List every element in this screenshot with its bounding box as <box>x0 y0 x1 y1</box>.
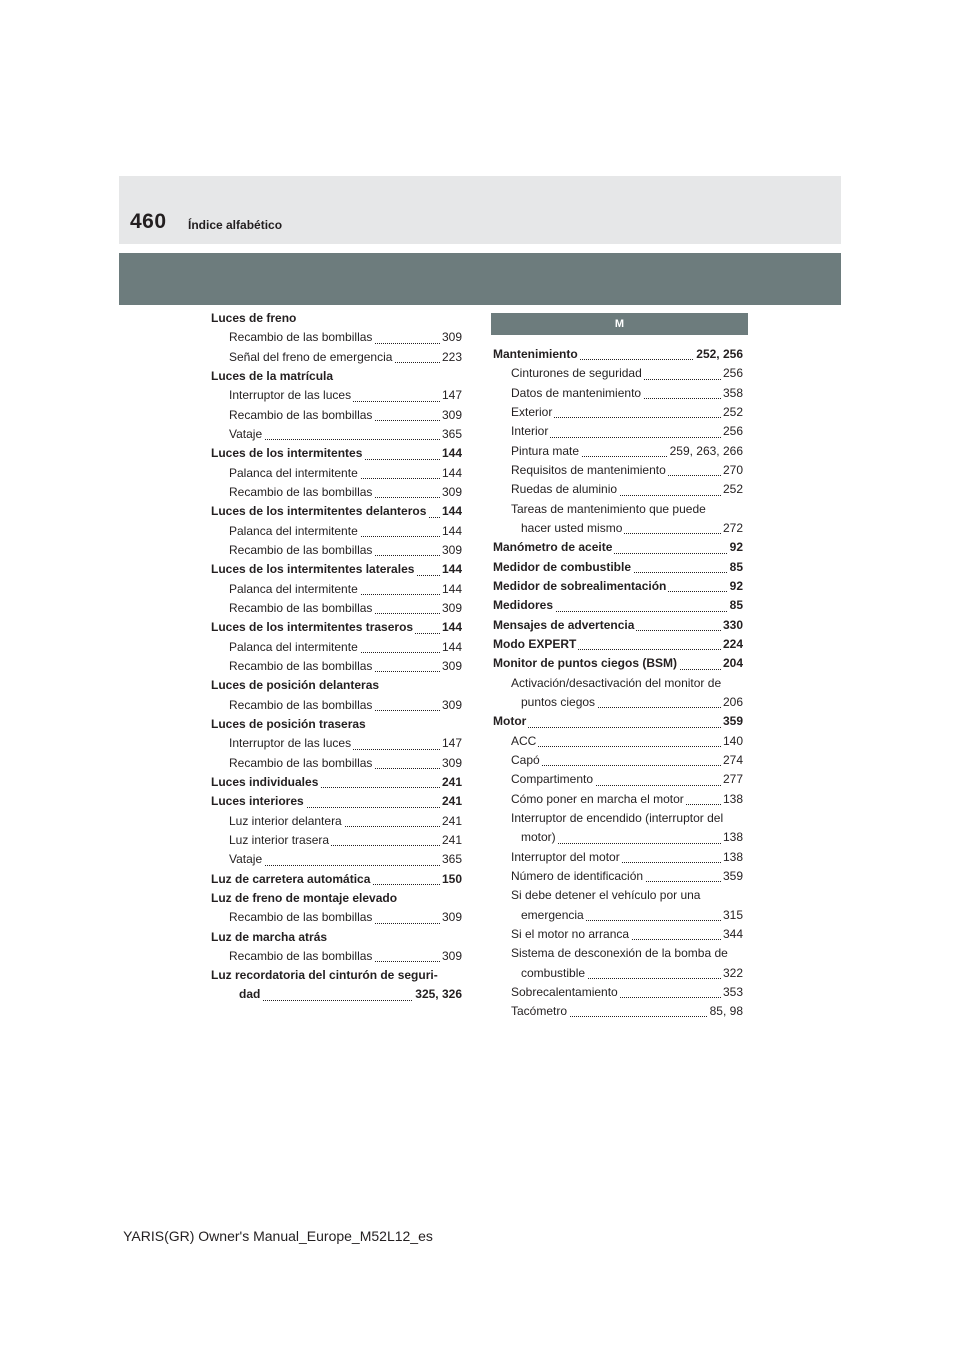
entry-term: Ruedas de aluminio <box>511 482 618 497</box>
entry-page-ref: 144 <box>440 502 462 521</box>
entry-term: Si el motor no arranca <box>511 926 630 941</box>
index-entry <box>211 676 462 695</box>
index-entry <box>211 560 462 579</box>
index-subentry <box>229 580 462 599</box>
entry-page-ref: 224 <box>721 635 743 654</box>
entry-term: Recambio de las bombillas <box>229 697 373 712</box>
entry-page-ref: 344 <box>721 925 743 944</box>
entry-page-ref: 223 <box>440 348 462 367</box>
index-entry <box>493 712 743 731</box>
entry-page-ref: 138 <box>721 790 743 809</box>
entry-page-ref: 252, 256 <box>694 345 743 364</box>
entry-page-ref: 309 <box>440 541 462 560</box>
entry-term: Monitor de puntos ciegos (BSM) <box>493 656 677 671</box>
entry-term: Luces interiores <box>211 794 304 809</box>
entry-term: puntos ciegos <box>521 694 596 709</box>
footer-text: YARIS(GR) Owner's Manual_Europe_M52L12_es <box>123 1228 433 1244</box>
index-entry <box>493 596 743 615</box>
entry-term: Requisitos de mantenimiento <box>511 462 666 477</box>
index-entry <box>211 444 462 463</box>
index-entry <box>239 985 462 1004</box>
index-entry <box>493 538 743 557</box>
entry-page-ref: 252 <box>721 403 743 422</box>
entry-term: Pintura mate <box>511 443 580 458</box>
entry-term: Mantenimiento <box>493 347 578 361</box>
entry-page-ref: 365 <box>440 850 462 869</box>
index-subentry <box>229 831 462 850</box>
entry-page-ref: 359 <box>721 867 743 886</box>
entry-term: Activación/desactivación del monitor de <box>511 675 722 690</box>
index-subentry <box>511 500 743 519</box>
index-subentry <box>511 983 743 1002</box>
entry-page-ref: 309 <box>440 328 462 347</box>
index-subentry <box>229 348 462 367</box>
entry-page-ref: 309 <box>440 696 462 715</box>
index-subentry <box>229 328 462 347</box>
entry-term: Interruptor de encendido (interruptor del <box>511 810 724 825</box>
index-entry <box>211 618 462 637</box>
entry-term: Modo EXPERT <box>493 636 577 651</box>
entry-page-ref: 241 <box>440 773 462 792</box>
entry-term: Recambio de las bombillas <box>229 542 373 557</box>
entry-term: Datos de mantenimiento <box>511 385 642 400</box>
entry-term: Tacómetro <box>511 1004 568 1019</box>
index-entry <box>493 558 743 577</box>
entry-page-ref: 144 <box>440 464 462 483</box>
index-entry <box>211 502 462 521</box>
index-subentry <box>229 812 462 831</box>
entry-term: Motor <box>493 714 527 729</box>
entry-term: Luz interior delantera <box>229 813 342 828</box>
index-subentry <box>229 522 462 541</box>
index-entry <box>211 966 462 985</box>
index-subentry <box>229 754 462 773</box>
entry-page-ref: 85 <box>728 596 743 615</box>
entry-term: Número de identificación <box>511 868 644 883</box>
entry-term: Luces de posición traseras <box>211 716 366 731</box>
index-subentry <box>511 461 743 480</box>
index-subentry <box>229 657 462 676</box>
index-subentry <box>511 403 743 422</box>
entry-page-ref: 359 <box>721 712 743 731</box>
entry-term: Luz interior trasera <box>229 832 330 847</box>
entry-page-ref: 353 <box>721 983 743 1002</box>
entry-term: Sistema de desconexión de la bomba de <box>511 946 728 961</box>
index-subentry <box>511 925 743 944</box>
index-subentry <box>521 693 743 712</box>
header-band <box>119 176 841 244</box>
header-bar <box>119 253 841 305</box>
entry-page-ref: 358 <box>721 384 743 403</box>
entry-page-ref: 241 <box>440 812 462 831</box>
entry-term: Luz de marcha atrás <box>211 929 328 944</box>
entry-term: Luces de la matrícula <box>211 368 334 383</box>
index-subentry <box>511 442 743 461</box>
entry-page-ref: 315 <box>721 906 743 925</box>
entry-page-ref: 309 <box>440 947 462 966</box>
entry-term: emergencia <box>521 907 584 922</box>
entry-page-ref: 322 <box>721 964 743 983</box>
index-subentry <box>521 964 743 983</box>
index-subentry <box>511 422 743 441</box>
entry-page-ref: 92 <box>728 577 743 596</box>
index-entry <box>211 889 462 908</box>
dot-leader <box>511 746 743 747</box>
index-entry <box>211 870 462 889</box>
index-subentry <box>229 425 462 444</box>
entry-page-ref: 252 <box>721 480 743 499</box>
entry-term: Recambio de las bombillas <box>229 484 373 499</box>
entry-term: Interruptor de las luces <box>229 736 352 751</box>
entry-page-ref: 92 <box>728 538 743 557</box>
entry-term: Capó <box>511 752 540 767</box>
entry-term: Medidor de sobrealimentación <box>493 578 667 593</box>
entry-term: Luces de los intermitentes traseros <box>211 620 414 635</box>
entry-term: Recambio de las bombillas <box>229 755 373 770</box>
dot-leader <box>493 727 743 728</box>
index-subentry <box>511 732 743 751</box>
index-subentry <box>511 809 743 828</box>
entry-term: Interruptor de las luces <box>229 388 352 403</box>
index-subentry <box>229 947 462 966</box>
entry-term: Medidores <box>493 598 554 613</box>
entry-page-ref: 241 <box>440 792 462 811</box>
entry-term: Tareas de mantenimiento que puede <box>511 501 706 516</box>
dot-leader <box>511 765 743 766</box>
index-subentry <box>511 751 743 770</box>
entry-page-ref: 147 <box>440 734 462 753</box>
entry-page-ref: 144 <box>440 560 462 579</box>
entry-page-ref: 309 <box>440 657 462 676</box>
entry-term: Luz de freno de montaje elevado <box>211 890 398 905</box>
entry-term: ACC <box>511 733 537 748</box>
entry-term: Luz recordatoria del cinturón de seguri- <box>211 968 438 983</box>
index-subentry <box>511 770 743 789</box>
entry-page-ref: 309 <box>440 908 462 927</box>
index-subentry <box>229 908 462 927</box>
entry-page-ref: 309 <box>440 406 462 425</box>
entry-term: Recambio de las bombillas <box>229 407 373 422</box>
entry-page-ref: 309 <box>440 483 462 502</box>
entry-page-ref: 144 <box>440 522 462 541</box>
index-entry <box>493 654 743 673</box>
entry-term: Luces de posición delanteras <box>211 678 380 693</box>
index-entry <box>211 715 462 734</box>
index-subentry <box>229 483 462 502</box>
entry-page-ref: 144 <box>440 618 462 637</box>
index-subentry <box>229 638 462 657</box>
entry-term: hacer usted mismo <box>521 520 623 535</box>
entry-term: Palanca del intermitente <box>229 581 358 596</box>
index-subentry <box>511 1002 743 1021</box>
index-subentry <box>521 906 743 925</box>
entry-page-ref: 256 <box>721 364 743 383</box>
entry-page-ref: 85, 98 <box>708 1002 743 1021</box>
index-entry <box>493 345 743 364</box>
entry-page-ref: 85 <box>728 558 743 577</box>
index-entry <box>211 773 462 792</box>
letter-heading-m: M <box>491 313 748 335</box>
section-title: Índice alfabético <box>188 218 283 232</box>
entry-page-ref: 144 <box>440 444 462 463</box>
page-number: 460 <box>130 210 167 233</box>
index-subentry <box>229 696 462 715</box>
entry-page-ref: 144 <box>440 580 462 599</box>
entry-term: Palanca del intermitente <box>229 639 358 654</box>
index-subentry <box>511 480 743 499</box>
entry-term: Cómo poner en marcha el motor <box>511 791 684 806</box>
entry-term: Vataje <box>229 426 263 441</box>
index-subentry <box>229 541 462 560</box>
entry-term: Interruptor del motor <box>511 849 620 864</box>
entry-page-ref: 277 <box>721 770 743 789</box>
index-entry <box>211 367 462 386</box>
index-entry <box>211 792 462 811</box>
entry-term: Luces de los intermitentes laterales <box>211 562 415 577</box>
entry-page-ref: 365 <box>440 425 462 444</box>
entry-term: Recambio de las bombillas <box>229 948 373 963</box>
entry-page-ref: 272 <box>721 519 743 538</box>
index-entry <box>493 635 743 654</box>
index-entry <box>211 309 462 328</box>
entry-page-ref: 147 <box>440 386 462 405</box>
entry-term: Señal del freno de emergencia <box>229 349 393 364</box>
index-subentry <box>229 599 462 618</box>
entry-term: Luz de carretera automática <box>211 871 371 886</box>
entry-term: combustible <box>521 965 586 980</box>
index-subentry <box>229 406 462 425</box>
entry-page-ref: 204 <box>721 654 743 673</box>
index-subentry <box>521 828 743 847</box>
index-subentry <box>229 464 462 483</box>
entry-page-ref: 256 <box>721 422 743 441</box>
entry-page-ref: 309 <box>440 599 462 618</box>
entry-page-ref: 150 <box>440 870 462 889</box>
index-entry <box>493 616 743 635</box>
index-subentry <box>511 674 743 693</box>
entry-term: Luces de los intermitentes delanteros <box>211 504 427 519</box>
index-subentry <box>511 886 743 905</box>
entry-term: Recambio de las bombillas <box>229 600 373 615</box>
entry-term: Luces de los intermitentes <box>211 446 363 461</box>
entry-term: Si debe detener el vehículo por una <box>511 888 701 903</box>
entry-term: Luces individuales <box>211 774 319 789</box>
entry-term: Interior <box>511 424 549 439</box>
entry-page-ref: 274 <box>721 751 743 770</box>
entry-term: Luces de freno <box>211 311 297 325</box>
index-subentry <box>511 384 743 403</box>
entry-term: Sobrecalentamiento <box>511 984 618 999</box>
entry-term: Cinturones de seguridad <box>511 366 642 381</box>
entry-page-ref: 144 <box>440 638 462 657</box>
index-subentry <box>511 867 743 886</box>
index-column-left <box>211 309 462 1005</box>
entry-term: Recambio de las bombillas <box>229 330 373 345</box>
index-subentry <box>511 848 743 867</box>
index-subentry <box>511 944 743 963</box>
index-entry <box>211 928 462 947</box>
entry-page-ref: 138 <box>721 848 743 867</box>
footer <box>0 1228 960 1244</box>
entry-term: dad <box>239 987 261 1002</box>
index-subentry <box>229 734 462 753</box>
entry-term: Mensajes de advertencia <box>493 617 635 632</box>
entry-page-ref: 325, 326 <box>413 985 462 1004</box>
index-subentry <box>521 519 743 538</box>
index-subentry <box>229 850 462 869</box>
entry-page-ref: 309 <box>440 754 462 773</box>
index-column-right <box>493 309 743 1021</box>
entry-term: Recambio de las bombillas <box>229 658 373 673</box>
entry-term: Exterior <box>511 404 553 419</box>
entry-term: Recambio de las bombillas <box>229 910 373 925</box>
entry-page-ref: 241 <box>440 831 462 850</box>
index-subentry <box>511 364 743 383</box>
entry-term: Compartimento <box>511 772 594 787</box>
entry-term: Vataje <box>229 852 263 867</box>
index-entry <box>493 577 743 596</box>
index-subentry <box>511 790 743 809</box>
entry-page-ref: 206 <box>721 693 743 712</box>
entry-term: Palanca del intermitente <box>229 523 358 538</box>
entry-term: Medidor de combustible <box>493 559 632 574</box>
entry-term: motor) <box>521 830 556 845</box>
entry-page-ref: 259, 263, 266 <box>668 442 743 461</box>
entry-term: Palanca del intermitente <box>229 465 358 480</box>
entry-page-ref: 138 <box>721 828 743 847</box>
entry-page-ref: 330 <box>721 616 743 635</box>
index-subentry <box>229 386 462 405</box>
entry-page-ref: 270 <box>721 461 743 480</box>
entry-term: Manómetro de aceite <box>493 540 613 555</box>
entry-page-ref: 140 <box>721 732 743 751</box>
